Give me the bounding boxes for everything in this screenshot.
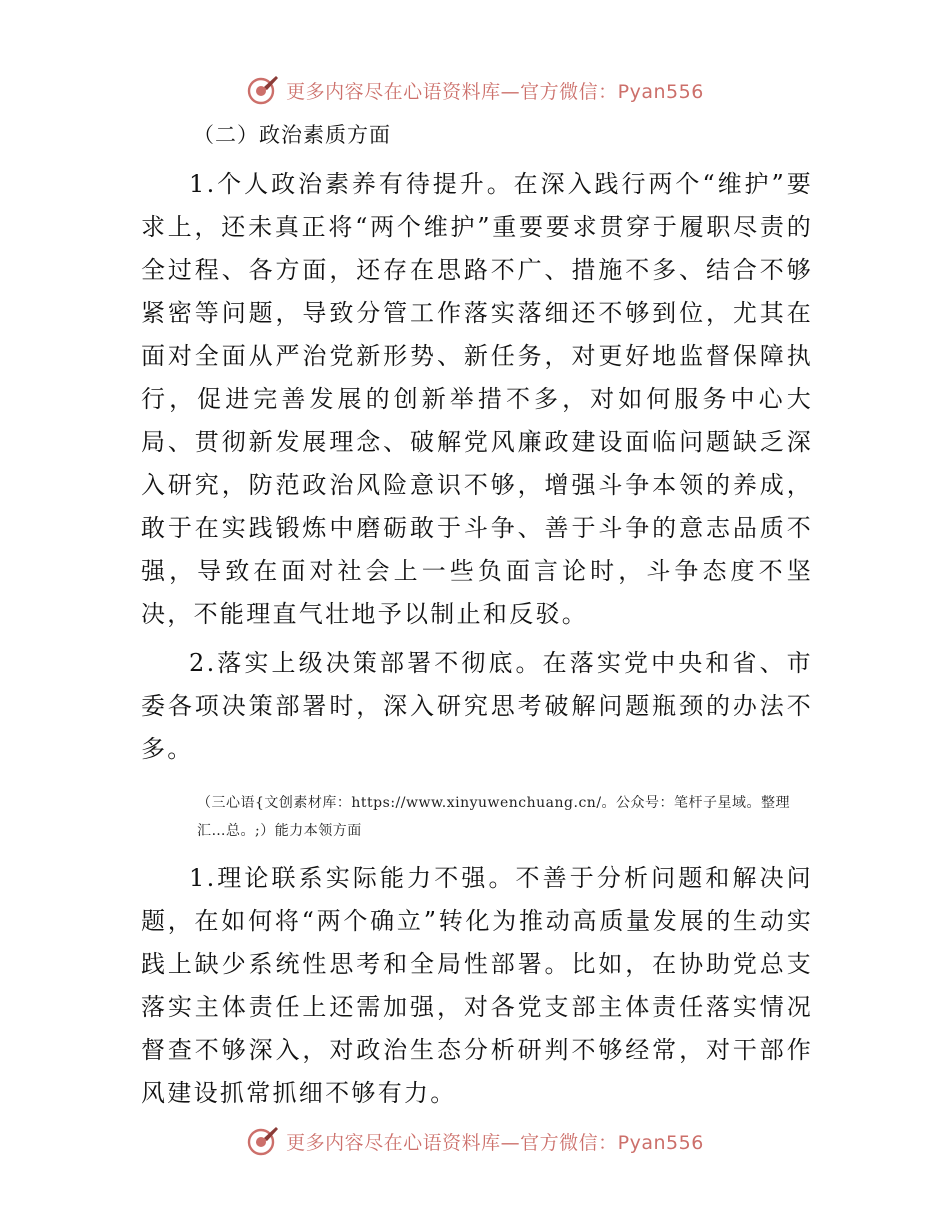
footer-banner xyxy=(0,1121,950,1161)
header-banner xyxy=(0,70,950,110)
pen-logo-icon xyxy=(246,73,280,107)
paragraph-3: 1.理论联系实际能力不强。不善于分析问题和解决问题，在如何将“两个确立”转化为推动高质量发展的生动实践上缺少系统性思考和全局性部署。比如，在协助党总支落实主体责任上还需加强，对各党支部主体责任落实情况督查不够深入，对政治生态分析研判不够经常，对干部作风建设抓常抓细不够有力。 xyxy=(141,864,813,1107)
header-banner-inner xyxy=(246,73,704,107)
document-body xyxy=(141,117,813,1121)
paragraph-1: 1.个人政治素养有待提升。在深入践行两个“维护”要求上，还未真正将“两个维护”重要要求贯穿于履职尽责的全过程、各方面，还存在思路不广、措施不多、结合不够紧密等问题，导致分管工作落实落细还不够到位，尤其在面对全面从严治党新形势、新任务，对更好地监督保障执行，促进完善发展的创新举措不多，对如何服务中心大局、贯彻新发展理念、破解党风廉政建设面临问题缺乏深入研究，防范政治风险意识不够，增强斗争本领的养成，敢于在实践锻炼中磨砺敢于斗争、善于斗争的意志品质不强，导致在面对社会上一些负面言论时，斗争态度不坚决，不能理直气壮地予以制止和反驳。 xyxy=(141,170,813,628)
inline-note: （三心语{文创素材库：https://www.xinyuwenchuang.cn/。公众号：笔杆子星域。整理汇…总。;）能力本领方面 xyxy=(197,795,791,839)
section-heading: （二）政治素质方面 xyxy=(193,123,391,147)
paragraph-2: 2.落实上级决策部署不彻底。在落实党中央和省、市委各项决策部署时，深入研究思考破解问题瓶颈的办法不多。 xyxy=(141,649,813,763)
pen-logo-icon xyxy=(246,1124,280,1158)
header-banner-text: 更多内容尽在心语资料库—官方微信：Pyan556 xyxy=(286,80,704,103)
footer-banner-text: 更多内容尽在心语资料库—官方微信：Pyan556 xyxy=(286,1131,704,1154)
footer-banner-inner xyxy=(246,1124,704,1158)
